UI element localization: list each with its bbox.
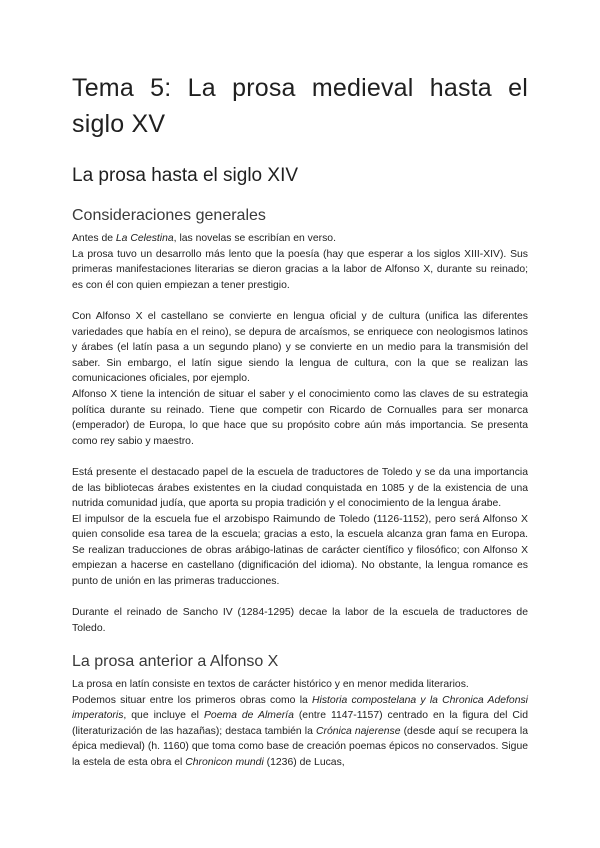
text-run: Con Alfonso X el castellano se convierte en lengua oficial y de cultura (unifica las diferentes variedades que había en el reino), se depura de arcaísmos, se enriquece con neologismos latinos y árabes (el latín pasa a un segundo plano) y se convierte en un medio para la transmisión del saber. Sin embargo, el latín sigue siendo la lengua de cultura, con la que se realizan las comunicaciones oficiales, por ejemplo. <box>72 310 528 385</box>
paragraph <box>72 247 528 294</box>
paragraph <box>72 693 528 771</box>
paragraph <box>72 512 528 590</box>
subsections-container <box>72 206 528 771</box>
paragraph-block <box>72 677 528 771</box>
paragraph-block <box>72 465 528 590</box>
paragraph-block <box>72 231 528 293</box>
subsection-heading: La prosa anterior a Alfonso X <box>72 653 279 671</box>
paragraph <box>72 677 528 693</box>
text-run: Podemos situar entre los primeros obras como la <box>72 694 313 706</box>
italic-title-text: Crónica najerense <box>315 725 401 737</box>
section-heading: La prosa hasta el siglo XIV <box>72 165 299 186</box>
text-run: (1236) de Lucas, <box>263 757 345 768</box>
text-run: (entre 1147-1157) centrado en la figura del Cid (literaturización de las hazañas); destaca también la <box>72 710 528 737</box>
text-run: Alfonso X tiene la intención de situar el saber y el conocimiento como las claves de su estrategia política durante su reinado. Tiene que competir con Ricardo de Cornualles para ser monarca (emperador) de Europa, lo que hace que su propósito cobre aún más importancia. Se presenta como rey sabio y maestro. <box>72 388 528 447</box>
text-run: , las novelas se escribían en verso. <box>173 233 336 244</box>
paragraph-block <box>72 309 528 449</box>
paragraph-block <box>72 605 528 636</box>
text-run: (desde aquí se recupera la épica medieval) (h. 1160) que toma como base de creación poemas épicos no conservados. Sigue la estela de esta obra el <box>72 725 529 768</box>
paragraph <box>72 387 528 449</box>
paragraph <box>72 231 528 247</box>
subsection-heading: Consideraciones generales <box>72 207 266 224</box>
italic-title-text: Poema de Almería <box>203 710 294 722</box>
paragraph <box>72 465 528 512</box>
italic-title-text: Historia compostelana y la Chronica Adefonsi imperatoris <box>72 694 528 722</box>
text-run: El impulsor de la escuela fue el arzobispo Raimundo de Toledo (1126-1152), pero será Alfonso X quien consolide esa tarea de la escuela; gracias a esto, la escuela alcanza gran fama en Europa. Se realizan traducciones de obras arábigo-latinas de carácter científico y filosófico; con Alfonso X empiezan a hacerse en castellano (dignificación del idioma). No obstante, la lengua romance es punto de unión en las primeras traducciones. <box>72 513 528 588</box>
document-title: Tema 5: La prosa medieval hasta el siglo XV <box>72 74 528 138</box>
text-run: , que incluye el <box>123 710 204 722</box>
text-run: Durante el reinado de Sancho IV (1284-1295) decae la labor de la escuela de traductores de Toledo. <box>72 607 528 634</box>
italic-title-text: La Celestina <box>115 233 174 244</box>
text-run: La prosa en latín consiste en textos de carácter histórico y en menor medida literarios. <box>72 679 469 691</box>
text-run: La prosa tuvo un desarrollo más lento que la poesía (hay que esperar a los siglos XIII-XIV). Sus primeras manifestaciones literarias se dieron gracias a la labor de Alfonso X, durante su reinado; es con él con quien empiezan a tener prestigio. <box>72 248 528 291</box>
paragraph <box>72 605 528 636</box>
paragraph <box>72 309 528 387</box>
text-run: Está presente el destacado papel de la escuela de traductores de Toledo y se da una importancia de las bibliotecas árabes existentes en la ciudad conquistada en 1085 y de la existencia de una nutrida comunidad judía, que aporta su propia tradición y el conocimiento de la lengua árabe. <box>72 466 528 510</box>
text-run: Antes de <box>72 233 116 244</box>
italic-title-text: Chronicon mundi <box>185 757 264 768</box>
document-page <box>72 70 528 771</box>
